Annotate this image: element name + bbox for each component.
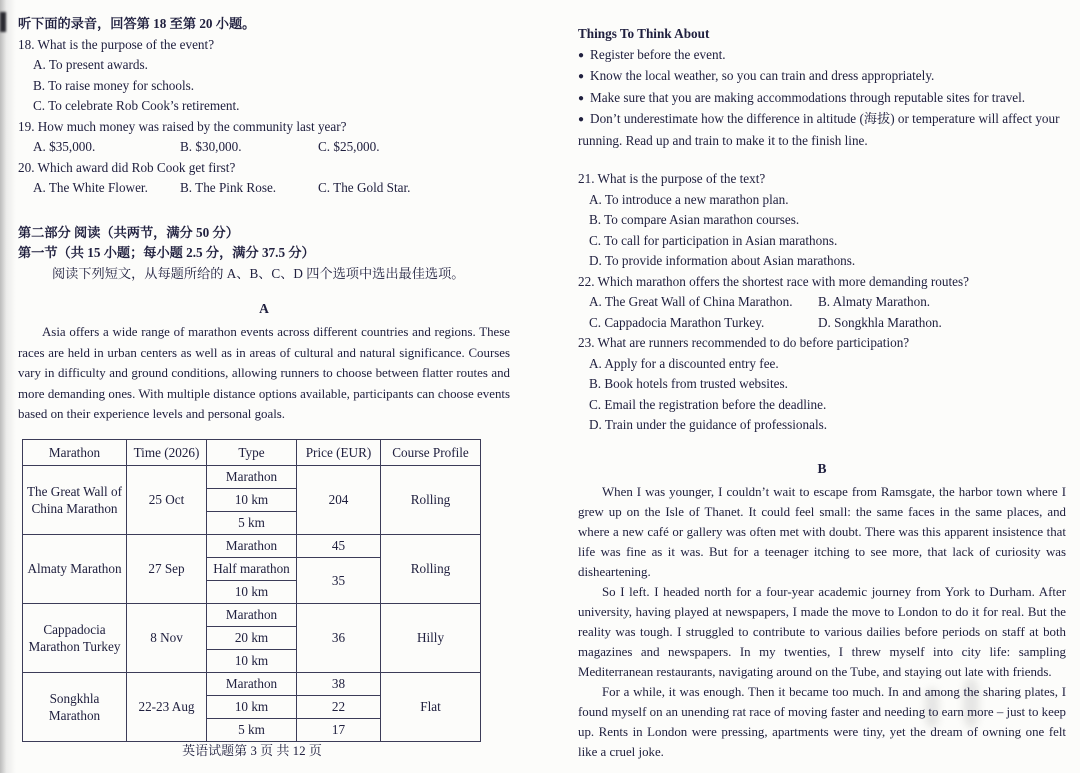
question-18-stem: 18. What is the purpose of the event? — [18, 36, 215, 52]
marathon-time: 27 Sep — [127, 534, 207, 603]
bullet-item — [578, 88, 1066, 110]
scan-corner-mark — [0, 12, 6, 32]
question-21-stem: 21. What is the purpose of the text? — [578, 171, 766, 186]
marathon-time: 25 Oct — [127, 465, 207, 534]
question-18-option-b: B. To raise money for schools. — [33, 77, 195, 93]
race-price: 22 — [297, 695, 381, 718]
question-22-option-a: A. The Great Wall of China Marathon. — [589, 294, 793, 309]
bullet-text: Know the local weather, so you can train and dress appropriately. — [590, 68, 935, 83]
question-22-option-b: B. Almaty Marathon. — [818, 294, 931, 309]
marathon-name: Cappadocia Marathon Turkey — [23, 603, 127, 672]
table-row — [23, 534, 481, 557]
column-header-marathon: Marathon — [23, 439, 127, 465]
page-footer: 英语试题第 3 页 共 12 页 — [182, 743, 322, 758]
race-type: Marathon — [207, 534, 297, 557]
part2-heading: 第二部分 阅读（共两节，满分 50 分） — [18, 224, 239, 240]
race-type: 10 km — [207, 580, 297, 603]
question-20-option-a: A. The White Flower. — [33, 180, 148, 195]
bullet-icon: ● — [578, 49, 585, 61]
question-20-options — [18, 178, 510, 199]
passage-b-paragraph-2: So I left. I headed north for a four-year academic journey from York to Durham. After university, having played at newspapers, I made the move to London to do it for real. But the reality was tough. I struggled to contribute to various dailies before periods on staff at both magazines and newspapers. In my twenties, I threw myself into city life: sampling Mediterranean restaurants, navigating around on the Tube, and staying out late with friends. — [578, 584, 1066, 679]
question-21-option-c: C. To call for participation in Asian marathons. — [589, 232, 838, 248]
passage-a-label: A — [259, 301, 269, 316]
column-header-type: Type — [207, 439, 297, 465]
question-21-option-d: D. To provide information about Asian marathons. — [589, 253, 856, 268]
passage-b-paragraph-1: When I was younger, I couldn’t wait to escape from Ramsgate, the harbor town where I grew up on the Isle of Thanet. It could feel small: the same faces in the same places, and where a new café or gallery was often met with doubt. There was this apparent insistence that life was fine as it was. But for a teenager itching to see more, that lack of curiosity was disheartening. — [578, 484, 1066, 579]
question-22-option-c: C. Cappadocia Marathon Turkey. — [589, 314, 765, 330]
race-type: 10 km — [207, 649, 297, 672]
question-20-option-b: B. The Pink Rose. — [180, 180, 277, 195]
race-price: 17 — [297, 718, 381, 741]
question-18-option-c: C. To celebrate Rob Cook’s retirement. — [33, 98, 240, 113]
marathon-time: 8 Nov — [127, 603, 207, 672]
question-23-stem: 23. What are runners recommended to do before participation? — [578, 335, 910, 350]
question-19-stem: 19. How much money was raised by the community last year? — [18, 118, 347, 134]
course-profile: Hilly — [381, 603, 481, 672]
course-profile: Rolling — [381, 534, 481, 603]
race-price: 45 — [297, 534, 381, 557]
bullet-text: Make sure that you are making accommodations through reputable sites for travel. — [590, 89, 1026, 105]
column-header-time: Time (2026) — [127, 439, 207, 465]
course-profile: Rolling — [381, 465, 481, 534]
bullet-item — [578, 45, 1066, 67]
race-type: Half marathon — [207, 557, 297, 580]
passage-b-paragraph-3: For a while, it was enough. Then it became too much. In and among the sharing plates, I found myself on an unending rat race of moving faster and needing to earn more – just to keep up. Rents in London were pressing, apartments were tiny, yet the dream of owning one felt like a cruel joke. — [578, 684, 1066, 759]
race-price: 35 — [297, 557, 381, 603]
marathon-table — [22, 439, 481, 742]
question-23-option-a: A. Apply for a discounted entry fee. — [589, 355, 779, 371]
course-profile: Flat — [381, 672, 481, 741]
marathon-time: 22-23 Aug — [127, 672, 207, 741]
question-19-option-c: C. $25,000. — [318, 139, 380, 154]
question-19-options — [18, 137, 510, 158]
bullet-icon: ● — [578, 71, 585, 82]
race-type: 5 km — [207, 511, 297, 534]
things-to-think-about-title: Things To Think About — [578, 26, 710, 41]
section1-heading: 第一节（共 15 小题；每小题 2.5 分，满分 37.5 分） — [18, 245, 315, 260]
question-19-option-b: B. $30,000. — [180, 139, 242, 154]
question-23-option-b: B. Book hotels from trusted websites. — [589, 376, 788, 391]
race-price: 204 — [297, 465, 381, 534]
bullet-item — [578, 66, 1066, 88]
table-row — [23, 672, 481, 695]
race-type: 5 km — [207, 718, 297, 741]
question-20-stem: 20. Which award did Rob Cook get first? — [18, 159, 236, 175]
race-price: 36 — [297, 603, 381, 672]
marathon-name: Almaty Marathon — [23, 534, 127, 603]
column-header-profile: Course Profile — [381, 439, 481, 465]
race-price: 38 — [297, 672, 381, 695]
marathon-name: Songkhla Marathon — [23, 672, 127, 741]
question-22-options-row2 — [578, 313, 1066, 334]
marathon-name: The Great Wall of China Marathon — [23, 465, 127, 534]
question-23-option-c: C. Email the registration before the deadline. — [589, 396, 827, 412]
question-18-option-a: A. To present awards. — [33, 57, 148, 72]
column-header-price: Price (EUR) — [297, 439, 381, 465]
question-23-option-d: D. Train under the guidance of professionals. — [589, 417, 828, 432]
question-21-option-b: B. To compare Asian marathon courses. — [589, 212, 800, 227]
race-type: 10 km — [207, 488, 297, 511]
right-column — [578, 24, 1066, 762]
question-22-stem: 22. Which marathon offers the shortest race with more demanding routes? — [578, 273, 969, 289]
section1-instruction: 阅读下列短文，从每题所给的 A、B、C、D 四个选项中选出最佳选项。 — [52, 265, 465, 281]
bullet-item — [578, 109, 1066, 151]
question-20-option-c: C. The Gold Star. — [318, 180, 411, 195]
table-row — [23, 603, 481, 626]
passage-b-label: B — [817, 460, 827, 476]
question-21-option-a: A. To introduce a new marathon plan. — [589, 191, 789, 207]
bullet-icon: ● — [578, 114, 585, 125]
table-header-row — [23, 439, 481, 465]
question-19-option-a: A. $35,000. — [33, 139, 96, 154]
race-type: Marathon — [207, 603, 297, 626]
race-type: 10 km — [207, 695, 297, 718]
table-row — [23, 465, 481, 488]
race-type: Marathon — [207, 465, 297, 488]
question-22-options-row1 — [578, 292, 1066, 313]
question-22-option-d: D. Songkhla Marathon. — [818, 314, 942, 330]
bullet-text: Don’t underestimate how the difference in altitude (海拔) or temperature will affect your running. Read up and train to make it to the finish line. — [578, 111, 1060, 148]
race-type: Marathon — [207, 672, 297, 695]
passage-a-text: Asia offers a wide range of marathon events across different countries and regions. These races are held in urban centers as well as in areas of cultural and natural significance. Courses vary in difficulty and ground conditions, allowing runners to choose between flatter routes and more demanding ones. With multiple distance options available, participants can choose events based on their experience levels and personal goals. — [18, 325, 510, 422]
bullet-text: Register before the event. — [590, 46, 726, 62]
left-column — [18, 14, 510, 742]
bullet-icon: ● — [578, 92, 585, 104]
scan-edge-shadow — [0, 0, 16, 773]
race-type: 20 km — [207, 626, 297, 649]
listening-intro: 听下面的录音，回答第 18 至第 20 小题。 — [18, 16, 256, 31]
